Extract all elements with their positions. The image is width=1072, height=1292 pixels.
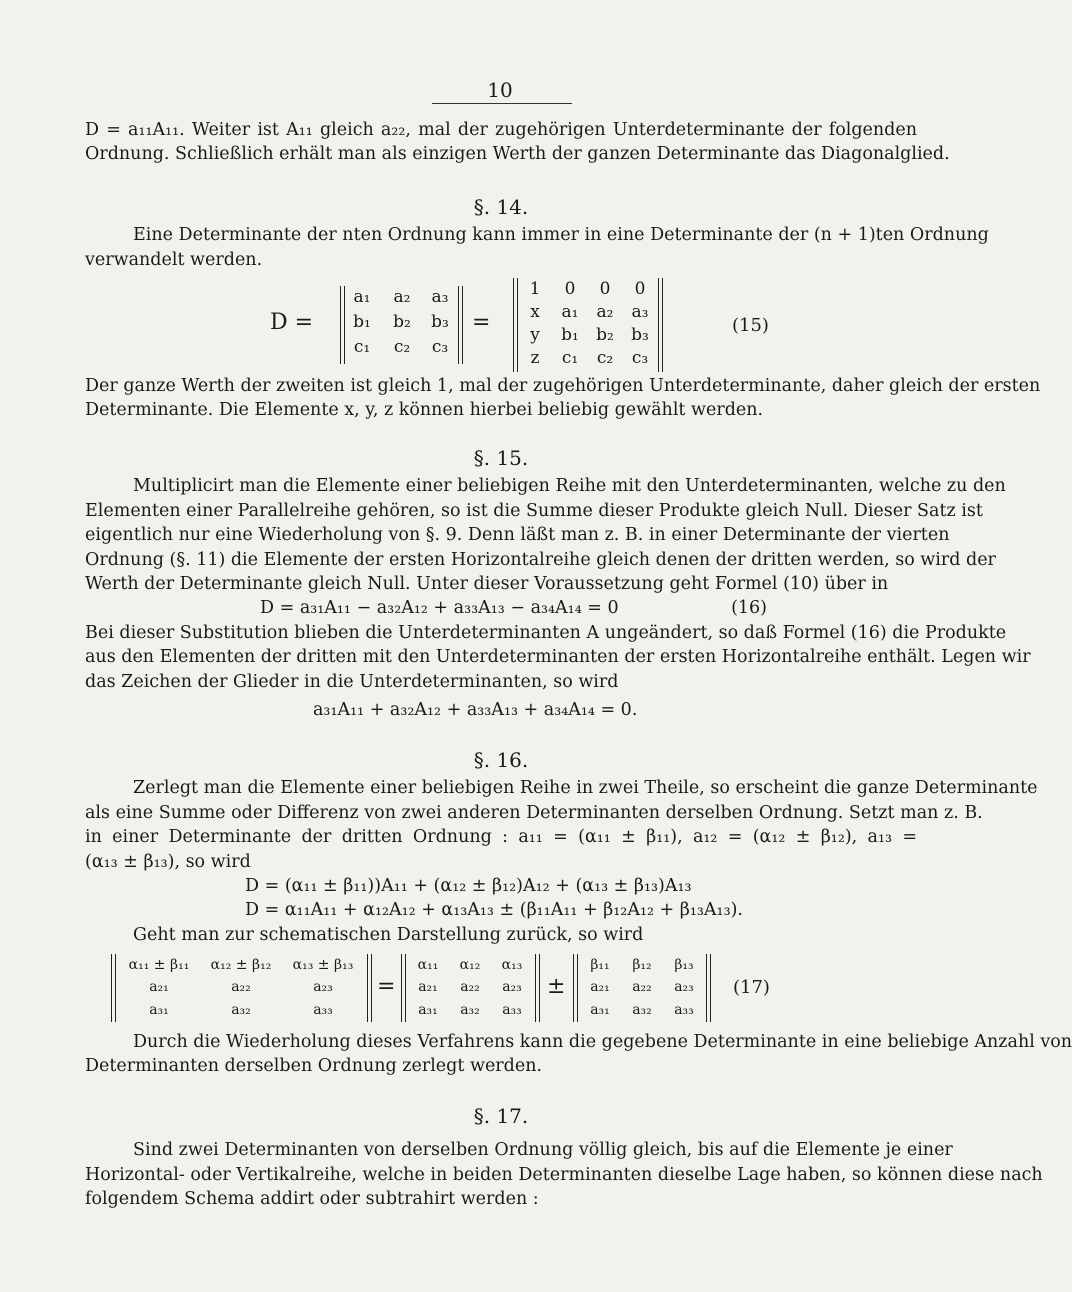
text-line: Geht man zur schematischen Darstellung zurück, so wird (133, 924, 644, 945)
text-line: (α₁₃ ± β₁₃), so wird (85, 851, 251, 872)
det-bar (401, 954, 402, 1022)
det-cell: a₃ (631, 302, 649, 322)
det-cell: c₂ (393, 337, 411, 357)
det-cell: a₃₁ (418, 1002, 438, 1018)
det-cell: a₃ (431, 287, 449, 307)
det-bar (710, 954, 711, 1022)
det-cell: c₁ (353, 337, 371, 357)
text-line: aus den Elementen der dritten mit den Unterdeterminanten der ersten Horizontalreihe enthält. Legen wir (85, 647, 1031, 668)
text-line: Horizontal- oder Vertikalreihe, welche in beiden Determinanten dieselbe Lage haben, so können diese nach (85, 1164, 1043, 1185)
det-cell: α₁₃ (501, 957, 523, 973)
det-cell: α₁₂ ± β₁₂ (210, 957, 272, 973)
header-rule (432, 103, 572, 104)
det-cell: a₂₁ (590, 979, 610, 995)
text-line: Multiplicirt man die Elemente einer beliebigen Reihe mit den Unterdeterminanten, welche zu den (133, 476, 1006, 497)
section-14-after (85, 374, 1041, 423)
det-cell: a₃₃ (674, 1002, 694, 1018)
section-15 (85, 446, 1031, 722)
det-cell: x (530, 302, 540, 322)
det-cell: a₂₃ (313, 979, 333, 995)
det-cell: b₂ (393, 312, 411, 332)
equation-body: a₃₁A₁₁ + a₃₂A₁₂ + a₃₃A₁₃ + a₃₄A₁₄ = 0. (313, 699, 638, 720)
det-cell: a₂ (393, 287, 411, 307)
section-heading: §. 16. (473, 748, 529, 772)
det-bar (462, 286, 463, 364)
text-line: das Zeichen der Glieder in die Unterdeterminanten, so wird (85, 671, 619, 692)
text-line: Determinante. Die Elemente x, y, z können hierbei beliebig gewählt werden. (85, 400, 764, 421)
det-cell: a₂₂ (632, 979, 652, 995)
text-line: Eine Determinante der nten Ordnung kann immer in eine Determinante der (n + 1)ten Ordnung (133, 225, 989, 246)
det-cell: b₃ (631, 325, 649, 345)
det-cell: 0 (564, 279, 576, 299)
equation-number: (17) (733, 977, 770, 998)
det-bar (662, 278, 663, 372)
det-cell: b₂ (596, 325, 614, 345)
det-bar (458, 286, 459, 364)
text-line: Elementen einer Parallelreihe gehören, so ist die Summe dieser Produkte gleich Null. Dieser Satz ist (85, 500, 983, 521)
det-bar (539, 954, 540, 1022)
det-cell: a₃₂ (460, 1002, 480, 1018)
det-cell: a₃₁ (149, 1002, 169, 1018)
det-cell: c₃ (631, 348, 649, 368)
section-17 (85, 1104, 1043, 1212)
det-cell: b₁ (353, 312, 371, 332)
det-cell: α₁₁ ± β₁₁ (128, 957, 190, 973)
text-line: Determinanten derselben Ordnung zerlegt werden. (85, 1056, 543, 1077)
det-bar (367, 954, 368, 1022)
det-cell: y (530, 325, 540, 345)
det-bar (658, 278, 659, 372)
det-cell: β₁₂ (632, 957, 652, 973)
det-cell: b₃ (431, 312, 449, 332)
section-heading: §. 17. (473, 1104, 529, 1128)
eq-equals: = (377, 974, 396, 999)
text-line: D = a₁₁A₁₁. Weiter ist A₁₁ gleich a₂₂, mal der zugehörigen Unterdeterminante der folgenden (85, 120, 917, 140)
det-cell: a₂ (596, 302, 614, 322)
det-cell: 0 (599, 279, 611, 299)
det-bar (535, 954, 536, 1022)
det-bar (371, 954, 372, 1022)
det-cell: 0 (634, 279, 646, 299)
det-cell: a₂₂ (460, 979, 480, 995)
text-line: als eine Summe oder Differenz von zwei anderen Determinanten derselben Ordnung. Setzt man z. B. (85, 802, 983, 823)
det-cell: a₂₁ (149, 979, 169, 995)
intro-paragraph (85, 118, 950, 167)
det-bar (340, 286, 341, 364)
text-line: Bei dieser Substitution blieben die Unterdeterminanten A ungeändert, so daß Formel (16) die Produkte (85, 622, 1007, 643)
det-cell: a₃₂ (632, 1002, 652, 1018)
text-line: Ordnung (§. 11) die Elemente der ersten Horizontalreihe gleich denen der dritten werden, so wird der (85, 549, 996, 570)
equation-17 (105, 952, 825, 1024)
section-heading: §. 14. (473, 195, 529, 219)
det-bar (111, 954, 112, 1022)
eq-plusminus: ± (547, 974, 566, 999)
det-bar (577, 954, 578, 1022)
det-cell: a₂₁ (418, 979, 438, 995)
det-cell: a₃₃ (502, 1002, 522, 1018)
det-cell: a₂₃ (502, 979, 522, 995)
det-cell: a₂₃ (674, 979, 694, 995)
equation-number: (15) (732, 315, 769, 336)
text-line: verwandelt werden. (85, 249, 263, 270)
text-line: Durch die Wiederholung dieses Verfahrens kann die gegebene Determinante in eine beliebige Anzahl von (133, 1032, 1072, 1052)
det-cell: a₃₃ (313, 1002, 333, 1018)
equation-number: (16) (731, 598, 767, 619)
det-cell: α₁₃ ± β₁₃ (292, 957, 354, 973)
text-line: Der ganze Werth der zweiten ist gleich 1, mal der zugehörigen Unterdeterminante, daher gleich der ersten (85, 376, 1041, 396)
det-bar (573, 954, 574, 1022)
det-cell: a₁ (561, 302, 579, 322)
equation-body: D = (α₁₁ ± β₁₁))A₁₁ + (α₁₂ ± β₁₂)A₁₂ + (α₁₃ ± β₁₃)A₁₃ (245, 875, 692, 896)
equation-16 (85, 596, 917, 620)
text-line: eigentlich nur eine Wiederholung von §. 9. Denn läßt man z. B. in einer Determinante der vierten (85, 525, 950, 546)
det-cell: c₁ (561, 348, 579, 368)
text-line: Zerlegt man die Elemente einer beliebigen Reihe in zwei Theile, so erscheint die ganze Determinante (133, 778, 1038, 799)
det-bar (115, 954, 116, 1022)
det-cell: b₁ (561, 325, 579, 345)
det-cell: a₁ (353, 287, 371, 307)
equation-15 (270, 278, 830, 373)
det-cell: a₃₂ (231, 1002, 251, 1018)
det-cell: α₁₂ (459, 957, 481, 973)
eq-left: D = (270, 310, 314, 335)
section-16-after (85, 1030, 1072, 1079)
det-cell: c₃ (431, 337, 449, 357)
page-number: 10 (487, 78, 513, 102)
det-cell: 1 (529, 279, 541, 299)
det-cell: β₁₃ (674, 957, 694, 973)
det-bar (405, 954, 406, 1022)
text-line: Werth der Determinante gleich Null. Unter dieser Voraussetzung geht Formel (10) über in (85, 573, 889, 594)
det-cell: a₂₂ (231, 979, 251, 995)
det-cell: β₁₁ (590, 957, 610, 973)
eq-equals: = (472, 310, 491, 335)
det-cell: c₂ (596, 348, 614, 368)
equation-body: D = α₁₁A₁₁ + α₁₂A₁₂ + α₁₃A₁₃ ± (β₁₁A₁₁ + β₁₂A₁₂ + β₁₃A₁₃). (245, 900, 743, 921)
text-line: in einer Determinante der dritten Ordnung : a₁₁ = (α₁₁ ± β₁₁), a₁₂ = (α₁₂ ± β₁₂), a₁₃ = (85, 827, 917, 848)
section-heading: §. 15. (473, 446, 529, 470)
det-cell: a₃₁ (590, 1002, 610, 1018)
det-cell: z (530, 348, 540, 368)
text-line: Ordnung. Schließlich erhält man als einzigen Werth der ganzen Determinante das Diagonalglied. (85, 144, 950, 165)
equation-body: D = a₃₁A₁₁ − a₃₂A₁₂ + a₃₃A₁₃ − a₃₄A₁₄ = 0 (260, 598, 619, 619)
det-bar (513, 278, 514, 372)
det-cell: α₁₁ (417, 957, 439, 973)
section-14 (85, 195, 989, 272)
section-16 (85, 748, 1038, 947)
det-bar (706, 954, 707, 1022)
text-line: Sind zwei Determinanten von derselben Ordnung völlig gleich, bis auf die Elemente je einer (133, 1140, 953, 1161)
text-line: folgendem Schema addirt oder subtrahirt werden : (85, 1189, 539, 1210)
